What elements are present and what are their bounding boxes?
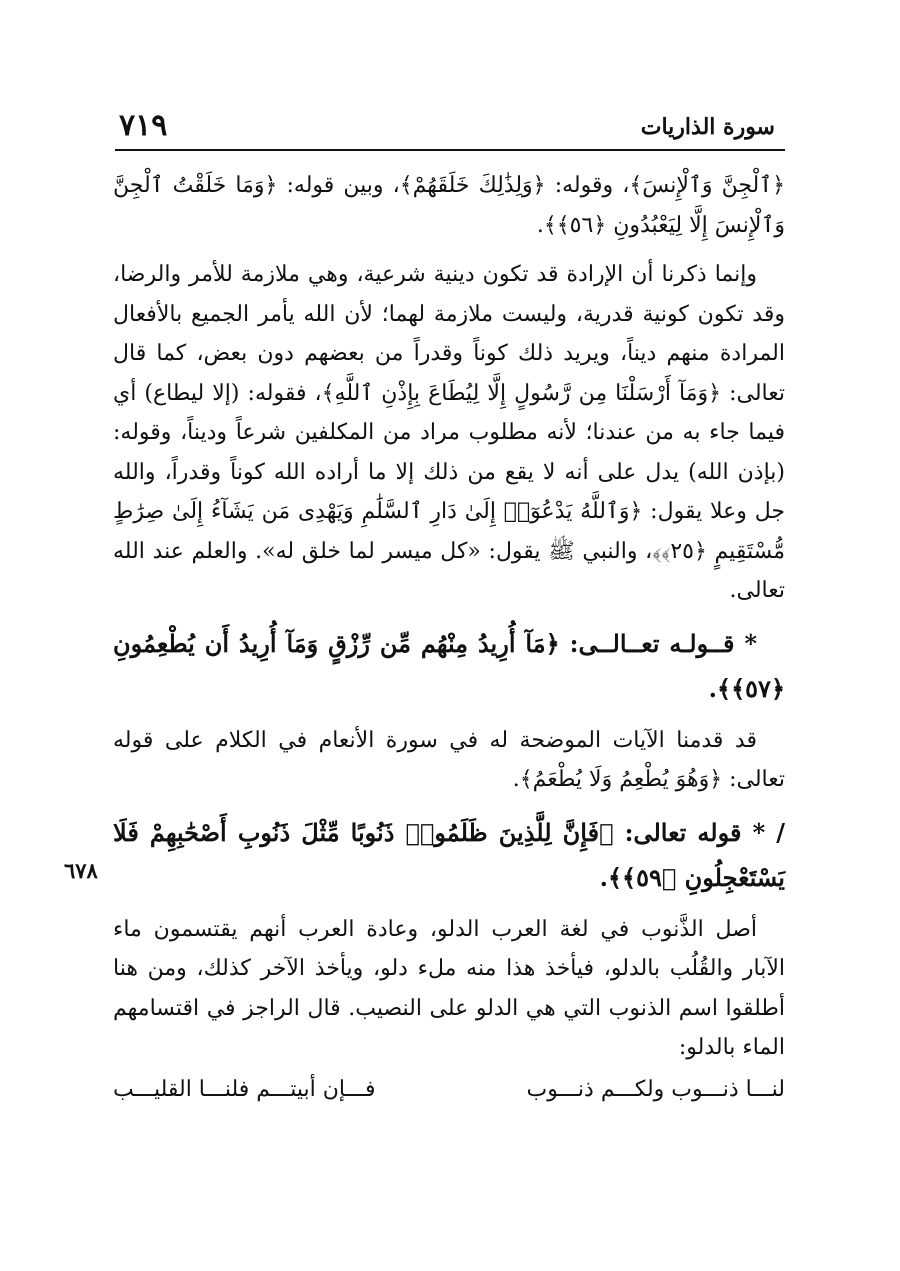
verse-heading-57: * قــولـه تعــالــى: ﴿مَآ أُرِيدُ مِنْهُم مِّن رِّزْقٍ وَمَآ أُرِيدُ أَن يُطْعِمُونِ ﴿٥٧﴾﴾. (113, 628, 785, 703)
paragraph-continuation: ﴿ٱلْجِنَّ وَٱلْإِنسَ﴾، وقوله: ﴿وَلِذَٰلِكَ خَلَقَهُمْ﴾، وبين قوله: ﴿وَمَا خَلَقْتُ ٱلْجِنَّ وَٱلْإِنسَ إِلَّا لِيَعْبُدُونِ ﴿٥٦﴾﴾. (113, 173, 785, 238)
spacer (113, 711, 785, 721)
header-divider (115, 149, 785, 151)
poem-hemistich-first: لنـــا ذنـــوب ولكـــم ذنـــوب (526, 1076, 785, 1102)
poem-hemistich-second: فـــإن أبيتـــم فلنـــا القليـــب (113, 1076, 376, 1102)
spacer (113, 611, 785, 621)
page-number: ٧١٩ (119, 108, 168, 143)
surah-title: سورة الذاريات (640, 114, 775, 140)
poem-verse (113, 1070, 785, 1110)
paragraph-irada: وإنما ذكرنا أن الإرادة قد تكون دينية شرعية، وهي ملازمة للأمر والرضا، وقد تكون كونية قدرية، وليست ملازمة لهما؛ لأن الله يأمر الجميع بالأفعال المرادة منهم ديناً، ويريد ذلك كوناً وقدراً من بعضهم دون بعض، كما قال تعالى: ﴿وَمَآ أَرْسَلْنَا مِن رَّسُولٍ إِلَّا لِيُطَاعَ بِإِذْنِ ٱللَّهِ﴾، فقوله: (إلا ليطاع) أي فيما جاء به من عندنا؛ لأنه مطلوب مراد من المكلفين شرعاً وديناً، وقوله: (بإذن الله) يدل على أنه لا يقع من ذلك إلا ما أراده الله كوناً وقدراً، والله جل وعلا يقول: ﴿وَٱللَّهُ يَدْعُوٓا۟ إِلَىٰ دَارِ ٱلسَّلَٰمِ وَيَهْدِى مَن يَشَآءُ إِلَىٰ صِرَٰطٍ مُّسْتَقِيمٍ ﴿٢٥﴾﴾، والنبي ﷺ يقول: «كل ميسر لما خلق له». والعلم عند الله تعالى. (113, 262, 785, 603)
paragraph-dhanub: أصل الذَّنوب في لغة العرب الدلو، وعادة العرب أنهم يقتسمون ماء الآبار والقُلُب بالدلو، فيأخذ هذا منه ملء دلو، ويأخذ الآخر كذلك، ومن هنا أطلقوا اسم الذنوب التي هي الدلو على النصيب. قال الراجز في اقتسامهم الماء بالدلو: (113, 916, 785, 1060)
margin-page-reference: ٦٧٨ (64, 858, 98, 883)
spacer (113, 900, 785, 910)
verse-heading-59: / * قوله تعالى: ﴿فَإِنَّ لِلَّذِينَ ظَلَمُوا۟ ذَنُوبًا مِّثْلَ ذَنُوبِ أَصْحَٰبِهِمْ فَلَا يَسْتَعْجِلُونِ ﴿٥٩﴾﴾. (113, 817, 785, 892)
spacer (113, 800, 785, 810)
page-body (113, 166, 785, 1110)
page-header (115, 108, 775, 148)
paragraph-anam-reference: قد قدمنا الآيات الموضحة له في سورة الأنعام في الكلام على قوله تعالى: ﴿وَهُوَ يُطْعِمُ وَلَا يُطْعَمُ﴾. (113, 727, 785, 792)
spacer (113, 245, 785, 255)
